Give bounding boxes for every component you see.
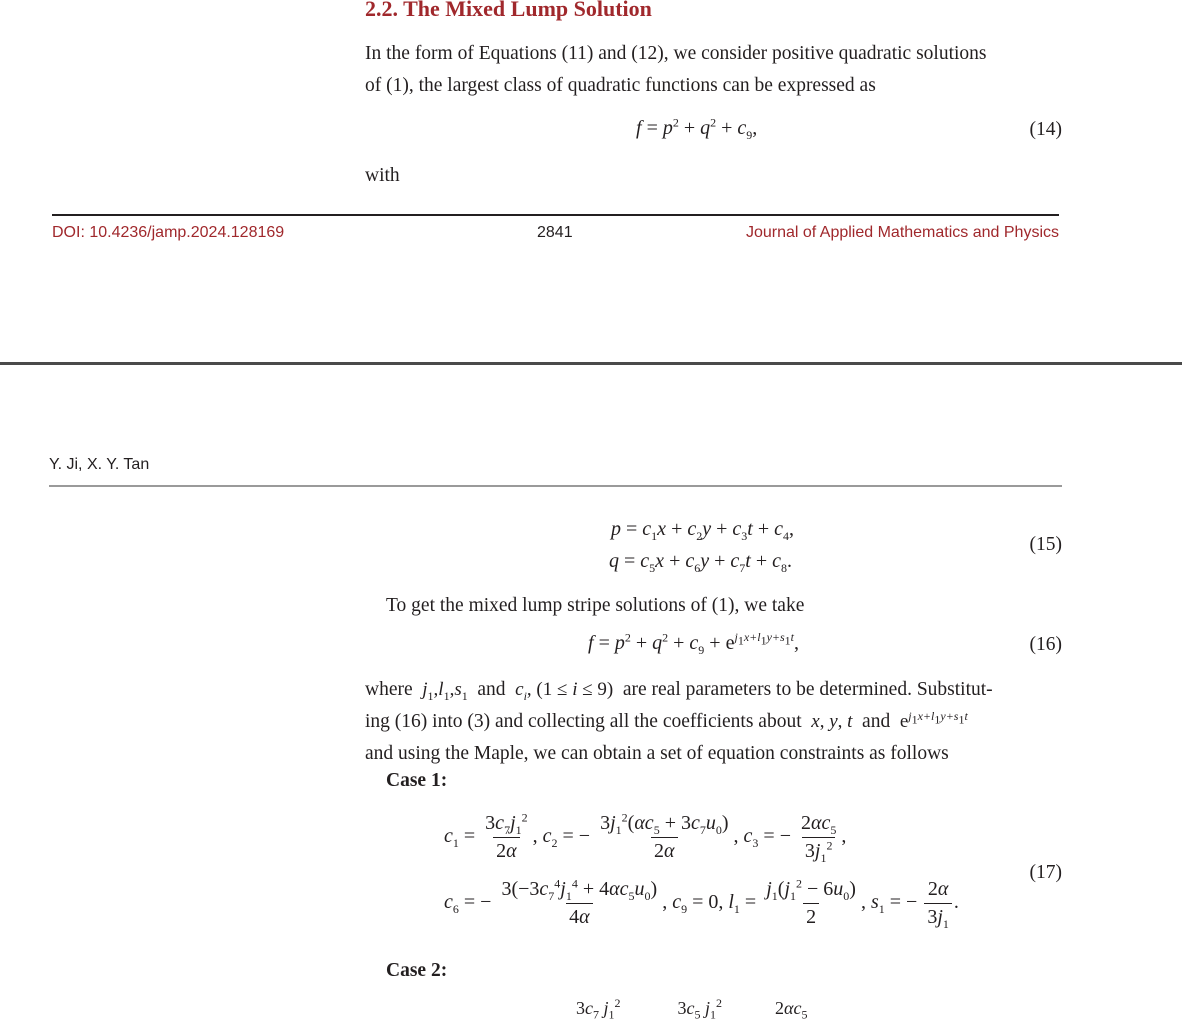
equation-17-line-2: $c_6$ = − $\frac{3(-3c_7^4j_1^4 + 4\alpha c_5u_0)}{4\alpha}$ , $c_9 = 0$, $l_1$ = $\frac{j_1(j_1^2 - 6u_0)}{2}$ , $s_1$ = − $\frac{2\alpha}{3j_1}$ . xyxy=(444,876,959,931)
where-and: and xyxy=(477,679,506,700)
footer-journal-name[interactable]: Journal of Applied Mathematics and Physics xyxy=(745,224,1059,241)
case-2-equation-partial: $3c_7$ $j_1^2$ $3c_5$ $j_1^2$ $2\alpha c_5$ xyxy=(576,996,808,1019)
equation-17-line-1: $c_1$ = $\frac{3c_7j_1^2}{2\alpha}$ , $c_2$ = − $\frac{3j_1^2(\alpha c_5 + 3c_7u_0)}{2\alpha}$ , $c_3$ = − $\frac{2\alpha c_5}{3j_1^2}$ , xyxy=(444,810,847,865)
case-2-label: Case 2: xyxy=(386,960,448,981)
equation-15-line-1: $p = c_1x + c_2y + c_3t + c_4$, xyxy=(611,518,795,543)
equation-14: $f = p^2 + q^2 + c_9$, xyxy=(636,115,758,142)
params-c-i: $c_i$, (1 ≤ i ≤ 9) xyxy=(510,679,614,703)
with-text: with xyxy=(365,165,400,186)
equation-16: $f = p^2 + q^2 + c_9 + e^{j_1x+l_1y+s_1t}$, xyxy=(588,630,800,657)
params-j-l-s: $j_1,l_1,s_1$ xyxy=(417,679,468,703)
where-line-2-and: and xyxy=(862,711,891,732)
equation-15-line-2: $q = c_5x + c_6y + c_7t + c_8$. xyxy=(609,550,793,575)
intro-line-1: In the form of Equations (11) and (12), we consider positive quadratic solutions xyxy=(365,43,987,64)
intro-line-2: of (1), the largest class of quadratic functions can be expressed as xyxy=(365,75,876,96)
where-line-3: and using the Maple, we can obtain a set of equation constraints as follows xyxy=(365,743,949,764)
where-line-1 xyxy=(365,674,1065,706)
header-authors: Y. Ji, X. Y. Tan xyxy=(49,456,150,473)
where-line-2 xyxy=(365,706,1065,738)
exp-term: $e^{j_1x+l_1y+s_1t}$ xyxy=(899,708,968,732)
where-word: where xyxy=(365,679,413,700)
section-title: 2.2. The Mixed Lump Solution xyxy=(365,0,652,21)
equation-number-14: (14) xyxy=(1029,119,1062,140)
where-tail: are real parameters to be determined. Substitut- xyxy=(622,679,993,700)
header-rule xyxy=(49,485,1062,487)
vars-x-y-t: x, y, t xyxy=(806,711,858,732)
footer-rule xyxy=(52,214,1059,216)
equation-number-16: (16) xyxy=(1029,634,1062,655)
equation-number-15: (15) xyxy=(1029,534,1062,555)
footer-page-number: 2841 xyxy=(537,224,573,241)
footer-doi[interactable]: DOI: 10.4236/jamp.2024.128169 xyxy=(52,224,285,241)
case-1-label: Case 1: xyxy=(386,770,448,791)
mixed-intro-text: To get the mixed lump stripe solutions of (1), we take xyxy=(386,595,805,616)
equation-number-17: (17) xyxy=(1029,862,1062,883)
where-line-2-head: ing (16) into (3) and collecting all the coefficients about xyxy=(365,711,802,732)
page-separator xyxy=(0,362,1182,365)
